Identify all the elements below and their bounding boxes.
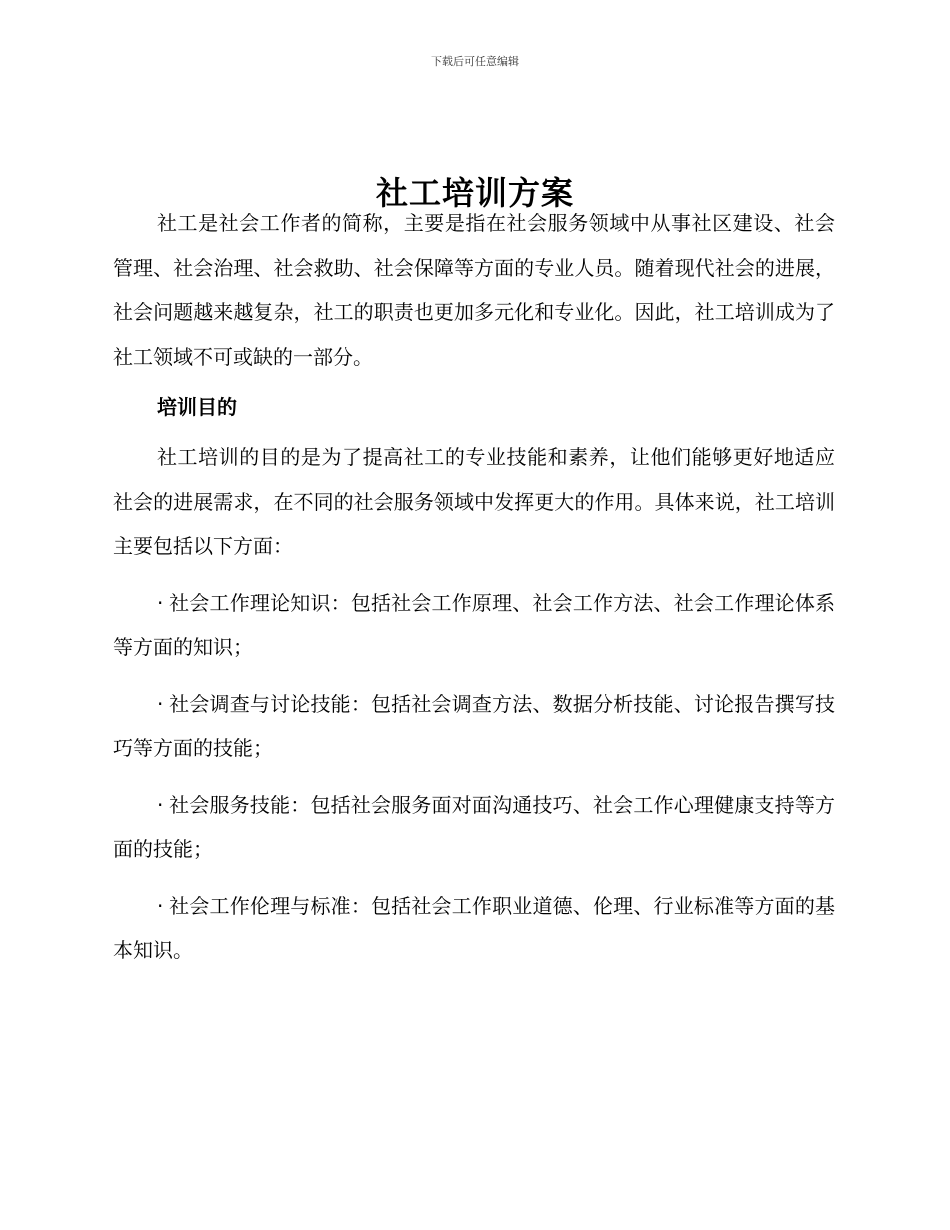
bullet-dot-icon: · xyxy=(157,590,164,615)
section-paragraph: 社工培训的目的是为了提高社工的专业技能和素养，让他们能够更好地适应社会的进展需求，在不同的社会服务领域中发挥更大的作用。具体来说，社工培训主要包括以下方面： xyxy=(113,445,835,558)
bullet-text: 社会工作理论知识：包括社会工作原理、社会工作方法、社会工作理论体系等方面的知识； xyxy=(113,590,835,659)
bullet-item xyxy=(113,682,835,771)
bullet-text: 社会工作伦理与标准：包括社会工作职业道德、伦理、行业标准等方面的基本知识。 xyxy=(113,893,835,962)
document-body xyxy=(113,201,835,973)
bullet-item xyxy=(113,884,835,973)
header-note: 下载后可任意编辑 xyxy=(431,55,519,68)
bullet-item xyxy=(113,581,835,670)
intro-paragraph: 社工是社会工作者的简称，主要是指在社会服务领域中从事社区建设、社会管理、社会治理、社会救助、社会保障等方面的专业人员。随着现代社会的进展，社会问题越来越复杂，社工的职责也更加多元化和专业化。因此，社工培训成为了社工领域不可或缺的一部分。 xyxy=(113,211,835,369)
document-title: 社工培训方案 xyxy=(375,174,574,213)
bullet-dot-icon: · xyxy=(157,893,164,918)
bullet-dot-icon: · xyxy=(157,691,164,716)
bullet-text: 社会调查与讨论技能：包括社会调查方法、数据分析技能、讨论报告撰写技巧等方面的技能； xyxy=(113,691,835,760)
bullet-item xyxy=(113,783,835,872)
bullet-dot-icon: · xyxy=(157,792,164,817)
bullet-text: 社会服务技能：包括社会服务面对面沟通技巧、社会工作心理健康支持等方面的技能； xyxy=(113,792,835,861)
section-heading: 培训目的 xyxy=(157,395,237,419)
